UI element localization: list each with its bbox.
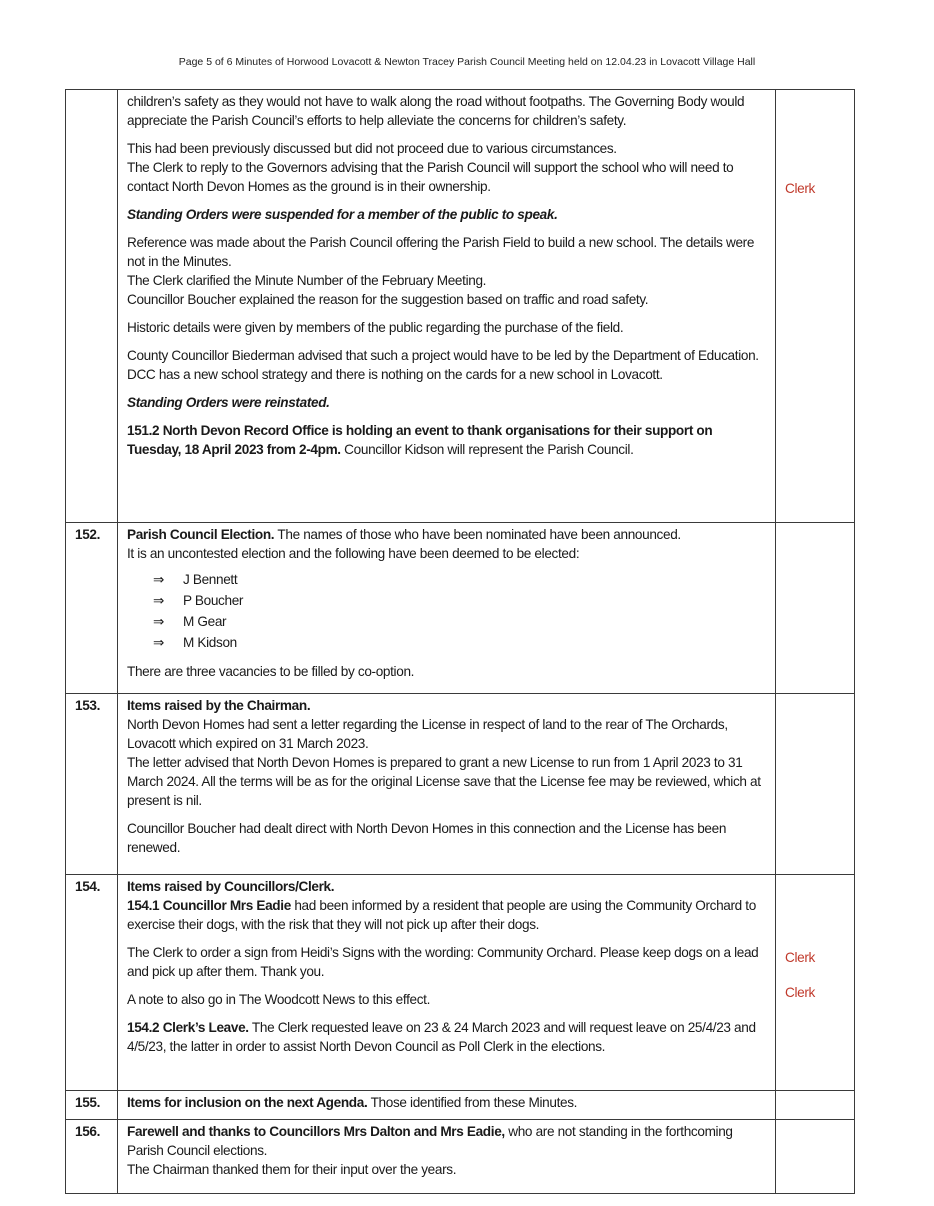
minute-row-156: [66, 1120, 855, 1194]
paragraph: [127, 346, 767, 384]
list-item: [153, 611, 767, 632]
action-cell: [776, 1120, 855, 1194]
action-cell: [776, 875, 855, 1091]
paragraph: Councillor Boucher had dealt direct with North Devon Homes in this connection and the License has been renewed.: [127, 821, 727, 855]
item-title: Parish Council Election.: [127, 527, 275, 542]
list-item: [153, 590, 767, 611]
item-title: Items raised by Councillors/Clerk.: [127, 879, 335, 894]
text-line: DCC has a new school strategy and there is nothing on the cards for a new school in Lovacott.: [127, 367, 663, 382]
item-title: Farewell and thanks to Councillors Mrs Dalton and Mrs Eadie,: [127, 1124, 505, 1139]
item-body: [118, 875, 776, 1091]
paragraph: Historic details were given by members of the public regarding the purchase of the field.: [127, 320, 624, 335]
text-line: County Councillor Biederman advised that such a project would have to be led by the Department of Education.: [127, 348, 759, 363]
minute-row-154: [66, 875, 855, 1091]
item-number: 153.: [66, 694, 118, 875]
text-line: The Clerk clarified the Minute Number of the February Meeting.: [127, 273, 487, 288]
paragraph: [127, 139, 767, 196]
subitem-text: The Clerk requested leave on 23 & 24 March 2023 and will request leave on 25/4/23 and 4/5/23, the latter in order to assist North Devon Council as Poll Clerk in the elections.: [127, 1020, 756, 1054]
item-title: Items raised by the Chairman.: [127, 698, 311, 713]
text-line: Reference was made about the Parish Council offering the Parish Field to build a new school. The details were not in the Minutes.: [127, 235, 755, 269]
item-number: 154.: [66, 875, 118, 1091]
subitem-text: Councillor Kidson will represent the Parish Council.: [340, 442, 634, 457]
text-line: The Clerk to reply to the Governors advising that the Parish Council will support the school who will need to contact North Devon Homes as the ground is in their ownership.: [127, 160, 734, 194]
minutes-table: [65, 89, 855, 1194]
arrow-icon: ⇒: [153, 572, 165, 587]
elected-name: M Kidson: [183, 635, 237, 650]
text-line: Councillor Boucher explained the reason for the suggestion based on traffic and road safety.: [127, 292, 649, 307]
text-line: The letter advised that North Devon Homes is prepared to grant a new License to run from 1 April 2023 to 31 March 2024. All the terms will be as for the original License save that the License fee may be reviewed, which at present is nil.: [127, 755, 761, 808]
minute-row-155: [66, 1091, 855, 1120]
text-line: This had been previously discussed but did not proceed due to various circumstances.: [127, 141, 617, 156]
subitem-heading: 154.1 Councillor Mrs Eadie: [127, 898, 291, 913]
item-text: Those identified from these Minutes.: [367, 1095, 578, 1110]
item-body: [118, 1120, 776, 1194]
elected-list: [127, 569, 767, 653]
arrow-icon: ⇒: [153, 593, 165, 608]
elected-name: M Gear: [183, 614, 227, 629]
paragraph: children’s safety as they would not have to walk along the road without footpaths. The Governing Body would appreciate the Parish Council’s efforts to help alleviate the concerns for children’s safety.: [127, 94, 745, 128]
paragraph: A note to also go in The Woodcott News to this effect.: [127, 992, 431, 1007]
action-cell: [776, 523, 855, 694]
list-item: [153, 632, 767, 653]
text-line: North Devon Homes had sent a letter regarding the License in respect of land to the rear of The Orchards, Lovacott which expired on 31 March 2023.: [127, 717, 728, 751]
paragraph: [127, 233, 767, 309]
arrow-icon: ⇒: [153, 614, 165, 629]
action-label: Clerk: [785, 181, 815, 196]
minute-row-152: [66, 523, 855, 694]
action-cell: [776, 694, 855, 875]
action-label: Clerk: [785, 950, 815, 965]
item-body: [118, 694, 776, 875]
item-text: The names of those who have been nominated have been announced.: [274, 527, 681, 542]
subitem-text: had been informed by a resident that people are using the Community Orchard to exercise their dogs, with the risk that they will not pick up after their dogs.: [127, 898, 756, 932]
text-line: The Chairman thanked them for their input over the years.: [127, 1162, 457, 1177]
elected-name: J Bennett: [183, 572, 238, 587]
minute-row-153: [66, 694, 855, 875]
paragraph-154-2: [127, 1018, 767, 1056]
subitem-heading: 151.2 North Devon Record Office is holding an event to thank organisations for their support on Tuesday, 18 April 2023 from 2-4pm.: [127, 423, 713, 457]
item-body: [118, 90, 776, 523]
paragraph: There are three vacancies to be filled by co-option.: [127, 664, 415, 679]
paragraph: [127, 696, 767, 810]
item-text: It is an uncontested election and the following have been deemed to be elected:: [127, 546, 580, 561]
item-text: who are not standing in the forthcoming Parish Council elections.: [127, 1124, 733, 1158]
item-body: [118, 1091, 776, 1120]
action-cell: [776, 1091, 855, 1120]
action-cell: [776, 90, 855, 523]
paragraph: [127, 877, 767, 934]
paragraph: The Clerk to order a sign from Heidi’s Signs with the wording: Community Orchard. Please keep dogs on a lead and pick up after them. Thank you.: [127, 945, 759, 979]
action-label: Clerk: [785, 985, 815, 1000]
paragraph: [127, 525, 767, 563]
item-number: 156.: [66, 1120, 118, 1194]
standing-orders-reinstated: Standing Orders were reinstated.: [127, 395, 330, 410]
page-header: Page 5 of 6 Minutes of Horwood Lovacott & Newton Tracey Parish Council Meeting held on 12.04.23 in Lovacott Village Hall: [178, 56, 756, 68]
item-number-cell: [66, 90, 118, 523]
paragraph-151-2: [127, 421, 767, 459]
item-number: 155.: [66, 1091, 118, 1120]
item-number: 152.: [66, 523, 118, 694]
elected-name: P Boucher: [183, 593, 244, 608]
minute-row-151-continued: [66, 90, 855, 523]
list-item: [153, 569, 767, 590]
standing-orders-suspended: Standing Orders were suspended for a member of the public to speak.: [127, 207, 558, 222]
subitem-heading: 154.2 Clerk’s Leave.: [127, 1020, 249, 1035]
arrow-icon: ⇒: [153, 635, 165, 650]
item-title: Items for inclusion on the next Agenda.: [127, 1095, 368, 1110]
item-body: [118, 523, 776, 694]
